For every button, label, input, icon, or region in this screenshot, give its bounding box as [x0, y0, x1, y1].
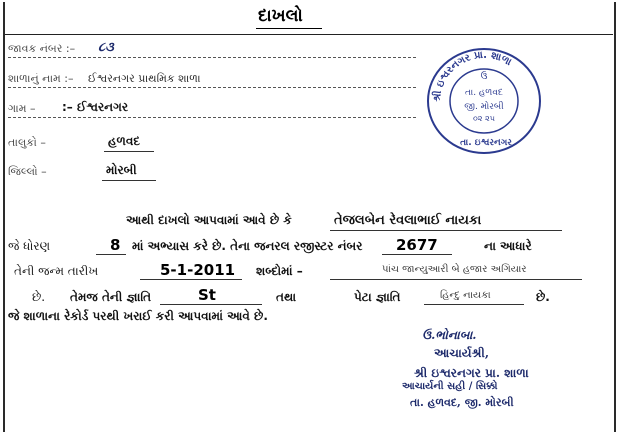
body-line2-b: માં અભ્યાસ કરે છે. તેના જનરલ રજીસ્ટર નંબર — [132, 239, 363, 253]
body-line4-e: છે. — [536, 290, 550, 304]
register-underline — [382, 254, 452, 255]
school-dots — [8, 87, 416, 88]
register-number: 2677 — [396, 236, 438, 254]
seal-center-3: જી. મોરબી — [464, 102, 504, 112]
seal-ring-text: શ્રી ઇશ્વરનગર પ્રા. શાળા — [431, 49, 514, 103]
signature-school2: આચાર્યની સહી / સિક્કો — [402, 381, 498, 392]
signature-role: આચાર્યશ્રી, — [434, 346, 490, 360]
javak-dots — [8, 57, 416, 58]
district-label: જિલ્લો – — [8, 165, 47, 178]
body-line2-c: ના આધારે — [484, 239, 532, 253]
dob-words: પાંચ જાન્યુઆરી બે હજાર અગિયાર — [382, 264, 527, 275]
student-name-underline — [330, 230, 562, 231]
javak-value: ૮૩ — [98, 40, 114, 55]
village-value: :– ઈશ્વરનગર — [62, 100, 129, 114]
standard-value: 8 — [110, 236, 121, 254]
dob-value: 5-1-2011 — [160, 261, 236, 279]
village-label: ગામ – — [8, 102, 36, 115]
dob-words-underline — [330, 279, 582, 280]
seal-center-2: તા. હળવદ — [465, 88, 503, 98]
seal-center-1: ઉ — [480, 72, 488, 82]
page-title: દાખલો — [258, 6, 303, 26]
body-line3-a: તેની જન્મ તારીખ — [14, 264, 99, 278]
subcaste-underline — [424, 304, 524, 305]
header-rule — [5, 34, 613, 35]
caste-value: St — [198, 286, 216, 304]
javak-label: જાવક નંબર :– — [8, 42, 76, 55]
title-underline — [256, 28, 322, 29]
taluka-underline — [104, 151, 154, 152]
body-line3-b: શબ્દોમાં – — [256, 264, 303, 278]
seal-bottom-text: તા. ઇશ્વરનગર — [460, 138, 512, 148]
signature-scribble: ઉ.ભોનાબા. — [422, 328, 477, 342]
signature-school: શ્રી ઇશ્વરનગર પ્રા. શાળા — [414, 366, 529, 380]
taluka-label: તાલુકો – — [8, 136, 46, 149]
body-line4-d: પેટા જ્ઞાતિ — [354, 290, 401, 304]
body-line1: આથી દાખલો આપવામાં આવે છે કે — [126, 213, 292, 227]
body-line4-b: તેમજ તેની જ્ઞાતિ — [70, 290, 152, 304]
seal-center-4: ૦૨ ૨૫ — [472, 114, 496, 123]
caste-underline — [160, 304, 262, 305]
student-name: તેજલબેન રેવલાભાઈ નાયકા — [334, 213, 482, 228]
standard-underline — [96, 254, 126, 255]
school-label: શાળાનું નામ :– — [8, 72, 74, 85]
school-value: ઈશ્વરનગર પ્રાથમિક શાળા — [88, 72, 201, 85]
district-value: મોરબી — [106, 163, 137, 177]
dob-underline — [140, 279, 242, 280]
signature-place: તા. હળવદ, જી. મોરબી — [410, 396, 514, 409]
body-line4-c: તથા — [276, 290, 297, 304]
school-seal — [424, 45, 544, 157]
body-line2-a: જે ધોરણ — [8, 239, 51, 253]
subcaste-value: હિન્દુ નાયકા — [440, 290, 491, 301]
taluka-value: હળવદ — [108, 134, 141, 148]
body-line4-a: છે. — [32, 290, 46, 304]
district-underline — [102, 180, 156, 181]
village-dots — [8, 117, 416, 118]
body-line5: જે શાળાના રેકોર્ડ પરથી ખરાઈ કરી આપવામાં આવે છે. — [8, 309, 268, 323]
